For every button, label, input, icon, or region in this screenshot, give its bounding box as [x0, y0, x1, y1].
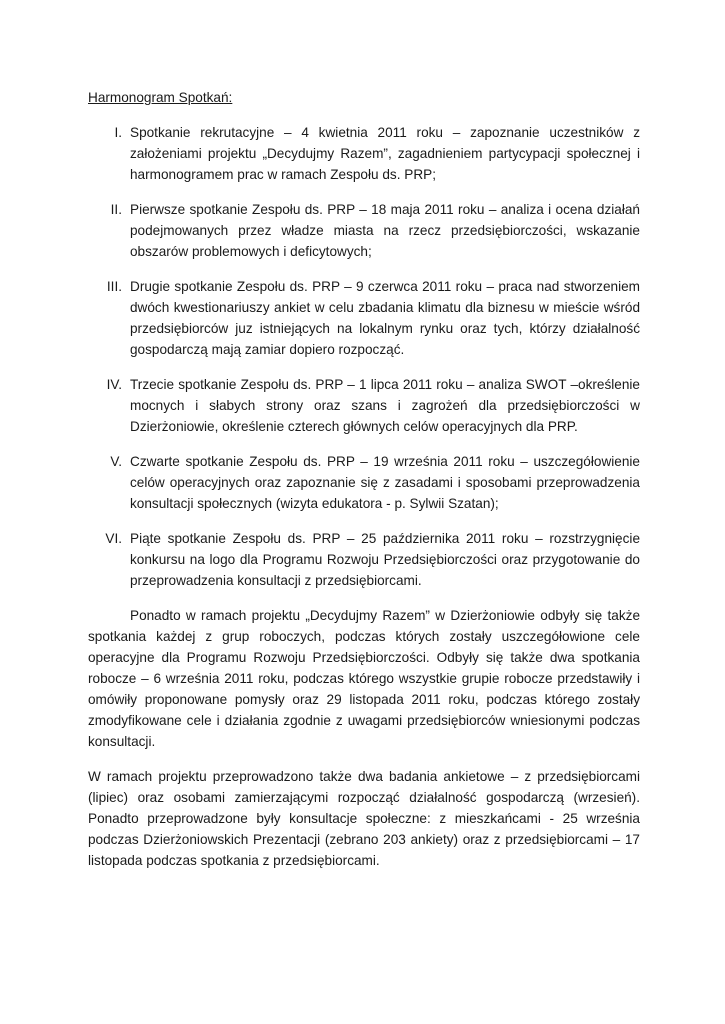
paragraph-surveys-consultations: W ramach projektu przeprowadzono także dwa badania ankietowe – z przedsiębiorcami (lipiec) oraz osobami zamierzającymi rozpocząć działalność gospodarczą (wrzesień). Ponadto przeprowadzone były konsultacje społeczne: z mieszkańcami - 25 września podczas Dzierżoniowskich Prezentacji (zebrano 203 ankiety) oraz z przedsiębiorcami – 17 listopada podczas spotkania z przedsiębiorcami. — [88, 769, 640, 868]
list-numeral: III. — [106, 279, 122, 294]
list-item — [88, 374, 640, 437]
list-item — [88, 276, 640, 360]
list-item — [88, 122, 640, 185]
list-item-text: Czwarte spotkanie Zespołu ds. PRP – 19 września 2011 roku – uszczegółowienie celów operacyjnych oraz zapoznanie się z zasadami i sposobami przeprowadzenia konsultacji społecznych (wizyta edukatora - p. Sylwii Szatan); — [130, 454, 640, 511]
list-numeral: VI. — [105, 531, 122, 546]
list-numeral: IV. — [106, 377, 122, 392]
list-item — [88, 451, 640, 514]
list-item-text: Piąte spotkanie Zespołu ds. PRP – 25 października 2011 roku – rozstrzygnięcie konkursu na logo dla Programu Rozwoju Przedsiębiorczości oraz przygotowanie do przeprowadzenia konsultacji z przedsiębiorcami. — [130, 531, 640, 588]
paragraph-working-groups: Ponadto w ramach projektu „Decydujmy Razem” w Dzierżoniowie odbyły się także spotkania każdej z grup roboczych, podczas których zostały uszczegółowione cele operacyjne dla Programu Rozwoju Przedsiębiorczości. Odbyły się także dwa spotkania robocze – 6 września 2011 roku, podczas którego wszystkie grupie robocze przedstawiły i omówiły proponowane pomysły oraz 29 listopada 2011 roku, podczas którego zostały zmodyfikowane cele i działania zgodnie z uwagami przedsiębiorców wniesionymi podczas konsultacji. — [88, 608, 640, 749]
list-numeral: V. — [110, 454, 122, 469]
list-item-text: Drugie spotkanie Zespołu ds. PRP – 9 czerwca 2011 roku – praca nad stworzeniem dwóch kwestionariuszy ankiet w celu zbadania klimatu dla biznesu w mieście wśród przedsiębiorców juz istniejących na lokalnym rynku oraz tych, którzy działalność gospodarczą mają zamiar dopiero rozpocząć. — [130, 279, 640, 357]
list-item — [88, 199, 640, 262]
list-numeral: II. — [110, 202, 122, 217]
meeting-list — [88, 122, 640, 591]
list-item-text: Pierwsze spotkanie Zespołu ds. PRP – 18 maja 2011 roku – analiza i ocena działań podejmowanych przez władze miasta na rzecz przedsiębiorczości, wskazanie obszarów problemowych i deficytowych; — [130, 202, 640, 259]
list-item — [88, 528, 640, 591]
list-numeral: I. — [114, 125, 122, 140]
document-body — [88, 87, 640, 885]
meeting-schedule-heading: Harmonogram Spotkań: — [88, 90, 233, 105]
list-item-text: Trzecie spotkanie Zespołu ds. PRP – 1 lipca 2011 roku – analiza SWOT –określenie mocnych i słabych strony oraz szans i zagrożeń dla przedsiębiorczości w Dzierżoniowie, określenie czterech głównych celów operacyjnych dla PRP. — [130, 377, 640, 434]
list-item-text: Spotkanie rekrutacyjne – 4 kwietnia 2011 roku – zapoznanie uczestników z założeniami projektu „Decydujmy Razem”, zagadnieniem partycypacji społecznej i harmonogramem prac w ramach Zespołu ds. PRP; — [130, 125, 640, 182]
